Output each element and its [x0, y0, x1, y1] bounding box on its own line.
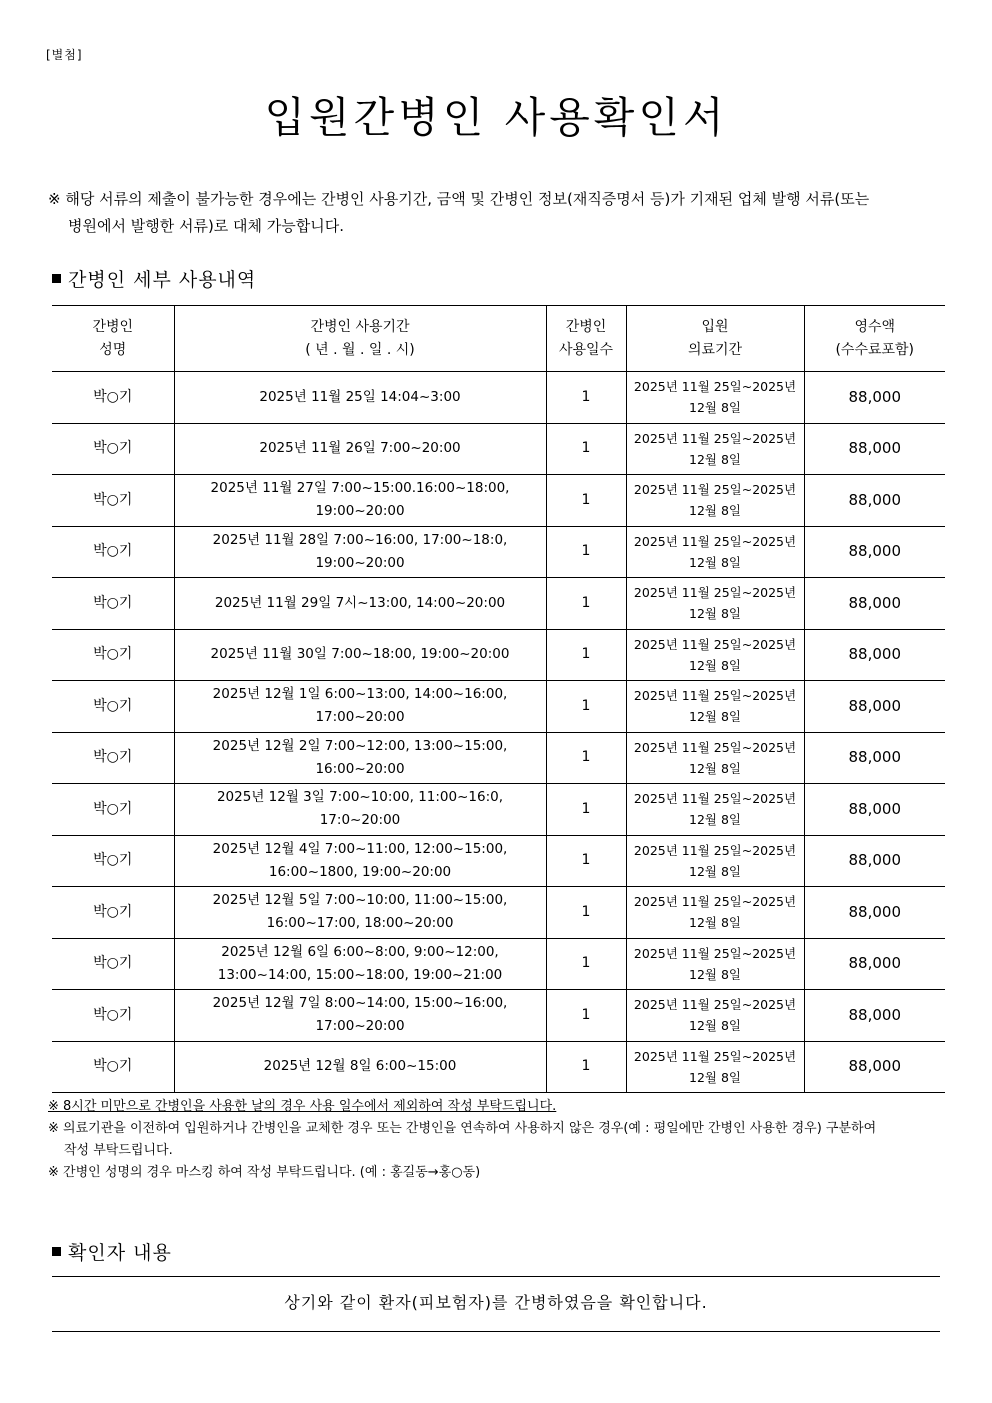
col-header-hospital-period: 입원 의료기간 — [626, 306, 804, 372]
note-2-line-2: 작성 부탁드립니다. — [64, 1143, 173, 1158]
usage-days-cell: 1 — [546, 681, 626, 733]
attachment-label: [별첨] — [46, 48, 83, 62]
usage-period-cell — [174, 681, 546, 733]
hospital-period-cell — [626, 475, 804, 527]
range-line-2: 12월 8일 — [689, 863, 741, 879]
usage-period-cell — [174, 475, 546, 527]
notes-block — [48, 1096, 948, 1184]
usage-table — [52, 305, 945, 1093]
usage-days-cell: 1 — [546, 526, 626, 578]
caregiver-name-cell: 박○기 — [52, 835, 174, 887]
table-row — [52, 475, 945, 527]
usage-period-cell — [174, 835, 546, 887]
usage-section-title: 간병인 세부 사용내역 — [68, 269, 257, 291]
usage-period-cell — [174, 990, 546, 1042]
range-line-2: 12월 8일 — [689, 400, 741, 416]
amount-cell: 88,000 — [804, 1041, 945, 1093]
caregiver-name-cell: 박○기 — [52, 784, 174, 836]
period-line-2: 17:00~20:00 — [315, 709, 405, 726]
period-line-2: 19:00~20:00 — [315, 503, 405, 520]
range-line-1: 2025년 11월 25일~2025년 — [633, 842, 797, 858]
hospital-period-cell — [626, 526, 804, 578]
hospital-period-cell — [626, 423, 804, 475]
col-header-amount: 영수액 (수수료포함) — [804, 306, 945, 372]
range-line-2: 12월 8일 — [689, 760, 741, 776]
usage-period-cell — [174, 784, 546, 836]
range-line-1: 2025년 11월 25일~2025년 — [633, 1048, 797, 1064]
caregiver-name-cell: 박○기 — [52, 887, 174, 939]
usage-period-cell — [174, 423, 546, 475]
col-header-name: 간병인 성명 — [52, 306, 174, 372]
range-line-1: 2025년 11월 25일~2025년 — [633, 379, 797, 395]
range-line-1: 2025년 11월 25일~2025년 — [633, 945, 797, 961]
notice-text — [48, 186, 948, 240]
usage-days-cell: 1 — [546, 835, 626, 887]
range-line-1: 2025년 11월 25일~2025년 — [633, 636, 797, 652]
hospital-period-cell — [626, 1041, 804, 1093]
range-line-2: 12월 8일 — [689, 812, 741, 828]
caregiver-name-cell: 박○기 — [52, 578, 174, 630]
hospital-period-cell — [626, 629, 804, 681]
period-line-2: 13:00~14:00, 15:00~18:00, 19:00~21:00 — [217, 966, 503, 983]
caregiver-name-cell: 박○기 — [52, 681, 174, 733]
period-line-2: 16:00~20:00 — [315, 760, 405, 777]
table-row — [52, 526, 945, 578]
col-header-period: 간병인 사용기간 ( 년 . 월 . 일 . 시) — [174, 306, 546, 372]
usage-days-cell: 1 — [546, 938, 626, 990]
amount-cell: 88,000 — [804, 784, 945, 836]
usage-period-cell — [174, 732, 546, 784]
caregiver-name-cell: 박○기 — [52, 938, 174, 990]
amount-cell: 88,000 — [804, 835, 945, 887]
caregiver-name-cell: 박○기 — [52, 629, 174, 681]
confirm-statement: 상기와 같이 환자(피보험자)를 간병하였음을 확인합니다. — [284, 1293, 708, 1312]
range-line-2: 12월 8일 — [689, 657, 741, 673]
table-row — [52, 1041, 945, 1093]
bullet-square-icon — [52, 1247, 61, 1256]
hospital-period-cell — [626, 578, 804, 630]
period-line-2: 17:00~20:00 — [315, 1018, 405, 1035]
confirm-section-title: 확인자 내용 — [68, 1242, 172, 1264]
hospital-period-cell — [626, 681, 804, 733]
amount-cell: 88,000 — [804, 372, 945, 424]
table-row — [52, 938, 945, 990]
caregiver-name-cell: 박○기 — [52, 526, 174, 578]
hospital-period-cell — [626, 835, 804, 887]
document-title: 입원간병인 사용확인서 — [264, 93, 728, 142]
period-line-1: 2025년 12월 5일 7:00~10:00, 11:00~15:00, — [212, 892, 508, 909]
hospital-period-cell — [626, 372, 804, 424]
range-line-2: 12월 8일 — [689, 915, 741, 931]
range-line-2: 12월 8일 — [689, 451, 741, 467]
amount-cell: 88,000 — [804, 475, 945, 527]
range-line-2: 12월 8일 — [689, 709, 741, 725]
usage-days-cell: 1 — [546, 887, 626, 939]
amount-cell: 88,000 — [804, 938, 945, 990]
range-line-1: 2025년 11월 25일~2025년 — [633, 791, 797, 807]
amount-cell: 88,000 — [804, 629, 945, 681]
table-row — [52, 887, 945, 939]
range-line-2: 12월 8일 — [689, 1018, 741, 1034]
period-line-1: 2025년 12월 3일 7:00~10:00, 11:00~16:0, — [216, 789, 504, 806]
amount-cell: 88,000 — [804, 681, 945, 733]
period-line-2: 19:00~20:00 — [315, 554, 405, 571]
range-line-1: 2025년 11월 25일~2025년 — [633, 533, 797, 549]
amount-cell: 88,000 — [804, 578, 945, 630]
period-line-1: 2025년 12월 6일 6:00~8:00, 9:00~12:00, — [221, 943, 499, 960]
range-line-1: 2025년 11월 25일~2025년 — [633, 739, 797, 755]
period-line-1: 2025년 12월 8일 6:00~15:00 — [263, 1058, 457, 1075]
usage-days-cell: 1 — [546, 372, 626, 424]
amount-cell: 88,000 — [804, 526, 945, 578]
usage-section-heading — [52, 265, 256, 292]
divider-top — [52, 1276, 940, 1277]
usage-period-cell — [174, 578, 546, 630]
range-line-1: 2025년 11월 25일~2025년 — [633, 997, 797, 1013]
usage-days-cell: 1 — [546, 990, 626, 1042]
usage-period-cell — [174, 629, 546, 681]
divider-bottom — [52, 1331, 940, 1332]
range-line-1: 2025년 11월 25일~2025년 — [633, 482, 797, 498]
caregiver-name-cell: 박○기 — [52, 372, 174, 424]
caregiver-name-cell: 박○기 — [52, 732, 174, 784]
table-row — [52, 372, 945, 424]
table-row — [52, 423, 945, 475]
hospital-period-cell — [626, 938, 804, 990]
caregiver-name-cell: 박○기 — [52, 1041, 174, 1093]
period-line-2: 17:0~20:00 — [319, 812, 401, 829]
range-line-1: 2025년 11월 25일~2025년 — [633, 430, 797, 446]
caregiver-name-cell: 박○기 — [52, 423, 174, 475]
period-line-1: 2025년 11월 25일 14:04~3:00 — [259, 388, 461, 405]
hospital-period-cell — [626, 732, 804, 784]
usage-days-cell: 1 — [546, 732, 626, 784]
range-line-2: 12월 8일 — [689, 503, 741, 519]
table-row — [52, 681, 945, 733]
notice-line-1: ※ 해당 서류의 제출이 불가능한 경우에는 간병인 사용기간, 금액 및 간병인 정보(재직증명서 등)가 기재된 업체 발행 서류(또는 — [48, 190, 870, 208]
table-row — [52, 732, 945, 784]
range-line-2: 12월 8일 — [689, 966, 741, 982]
period-line-1: 2025년 11월 28일 7:00~16:00, 17:00~18:0, — [212, 531, 508, 548]
usage-period-cell — [174, 526, 546, 578]
caregiver-name-cell: 박○기 — [52, 475, 174, 527]
notice-line-2: 병원에서 발행한 서류)로 대체 가능합니다. — [68, 217, 345, 235]
period-line-1: 2025년 11월 30일 7:00~18:00, 19:00~20:00 — [210, 646, 510, 663]
usage-days-cell: 1 — [546, 423, 626, 475]
period-line-1: 2025년 11월 26일 7:00~20:00 — [259, 440, 461, 457]
table-row — [52, 990, 945, 1042]
period-line-2: 16:00~1800, 19:00~20:00 — [268, 863, 452, 880]
period-line-1: 2025년 11월 29일 7시~13:00, 14:00~20:00 — [214, 594, 506, 611]
hospital-period-cell — [626, 887, 804, 939]
table-row — [52, 835, 945, 887]
usage-period-cell — [174, 938, 546, 990]
period-line-1: 2025년 11월 27일 7:00~15:00.16:00~18:00, — [210, 480, 510, 497]
amount-cell: 88,000 — [804, 887, 945, 939]
table-row — [52, 629, 945, 681]
period-line-2: 16:00~17:00, 18:00~20:00 — [266, 915, 454, 932]
bullet-square-icon — [52, 274, 61, 283]
col-header-days: 간병인 사용일수 — [546, 306, 626, 372]
range-line-2: 12월 8일 — [689, 554, 741, 570]
period-line-1: 2025년 12월 1일 6:00~13:00, 14:00~16:00, — [212, 686, 508, 703]
table-header-row — [52, 306, 945, 372]
caregiver-name-cell: 박○기 — [52, 990, 174, 1042]
note-1: ※ 8시간 미만으로 간병인을 사용한 날의 경우 사용 일수에서 제외하여 작성 부탁드립니다. — [48, 1099, 557, 1114]
period-line-1: 2025년 12월 7일 8:00~14:00, 15:00~16:00, — [212, 995, 508, 1012]
note-3: ※ 간병인 성명의 경우 마스킹 하여 작성 부탁드립니다. (예 : 홍길동→홍○동) — [48, 1165, 481, 1180]
confirm-section-heading — [52, 1238, 172, 1265]
usage-days-cell: 1 — [546, 784, 626, 836]
usage-days-cell: 1 — [546, 578, 626, 630]
note-2-line-1: ※ 의료기관을 이전하여 입원하거나 간병인을 교체한 경우 또는 간병인을 연속하여 사용하지 않은 경우(예 : 평일에만 간병인 사용한 경우) 구분하여 — [48, 1121, 877, 1136]
table-row — [52, 784, 945, 836]
table-row — [52, 578, 945, 630]
amount-cell: 88,000 — [804, 990, 945, 1042]
range-line-2: 12월 8일 — [689, 1069, 741, 1085]
amount-cell: 88,000 — [804, 423, 945, 475]
usage-period-cell — [174, 887, 546, 939]
range-line-2: 12월 8일 — [689, 606, 741, 622]
hospital-period-cell — [626, 784, 804, 836]
range-line-1: 2025년 11월 25일~2025년 — [633, 585, 797, 601]
usage-days-cell: 1 — [546, 1041, 626, 1093]
usage-period-cell — [174, 372, 546, 424]
usage-period-cell — [174, 1041, 546, 1093]
range-line-1: 2025년 11월 25일~2025년 — [633, 688, 797, 704]
range-line-1: 2025년 11월 25일~2025년 — [633, 894, 797, 910]
hospital-period-cell — [626, 990, 804, 1042]
amount-cell: 88,000 — [804, 732, 945, 784]
period-line-1: 2025년 12월 2일 7:00~12:00, 13:00~15:00, — [212, 737, 508, 754]
period-line-1: 2025년 12월 4일 7:00~11:00, 12:00~15:00, — [212, 840, 508, 857]
usage-days-cell: 1 — [546, 629, 626, 681]
usage-days-cell: 1 — [546, 475, 626, 527]
